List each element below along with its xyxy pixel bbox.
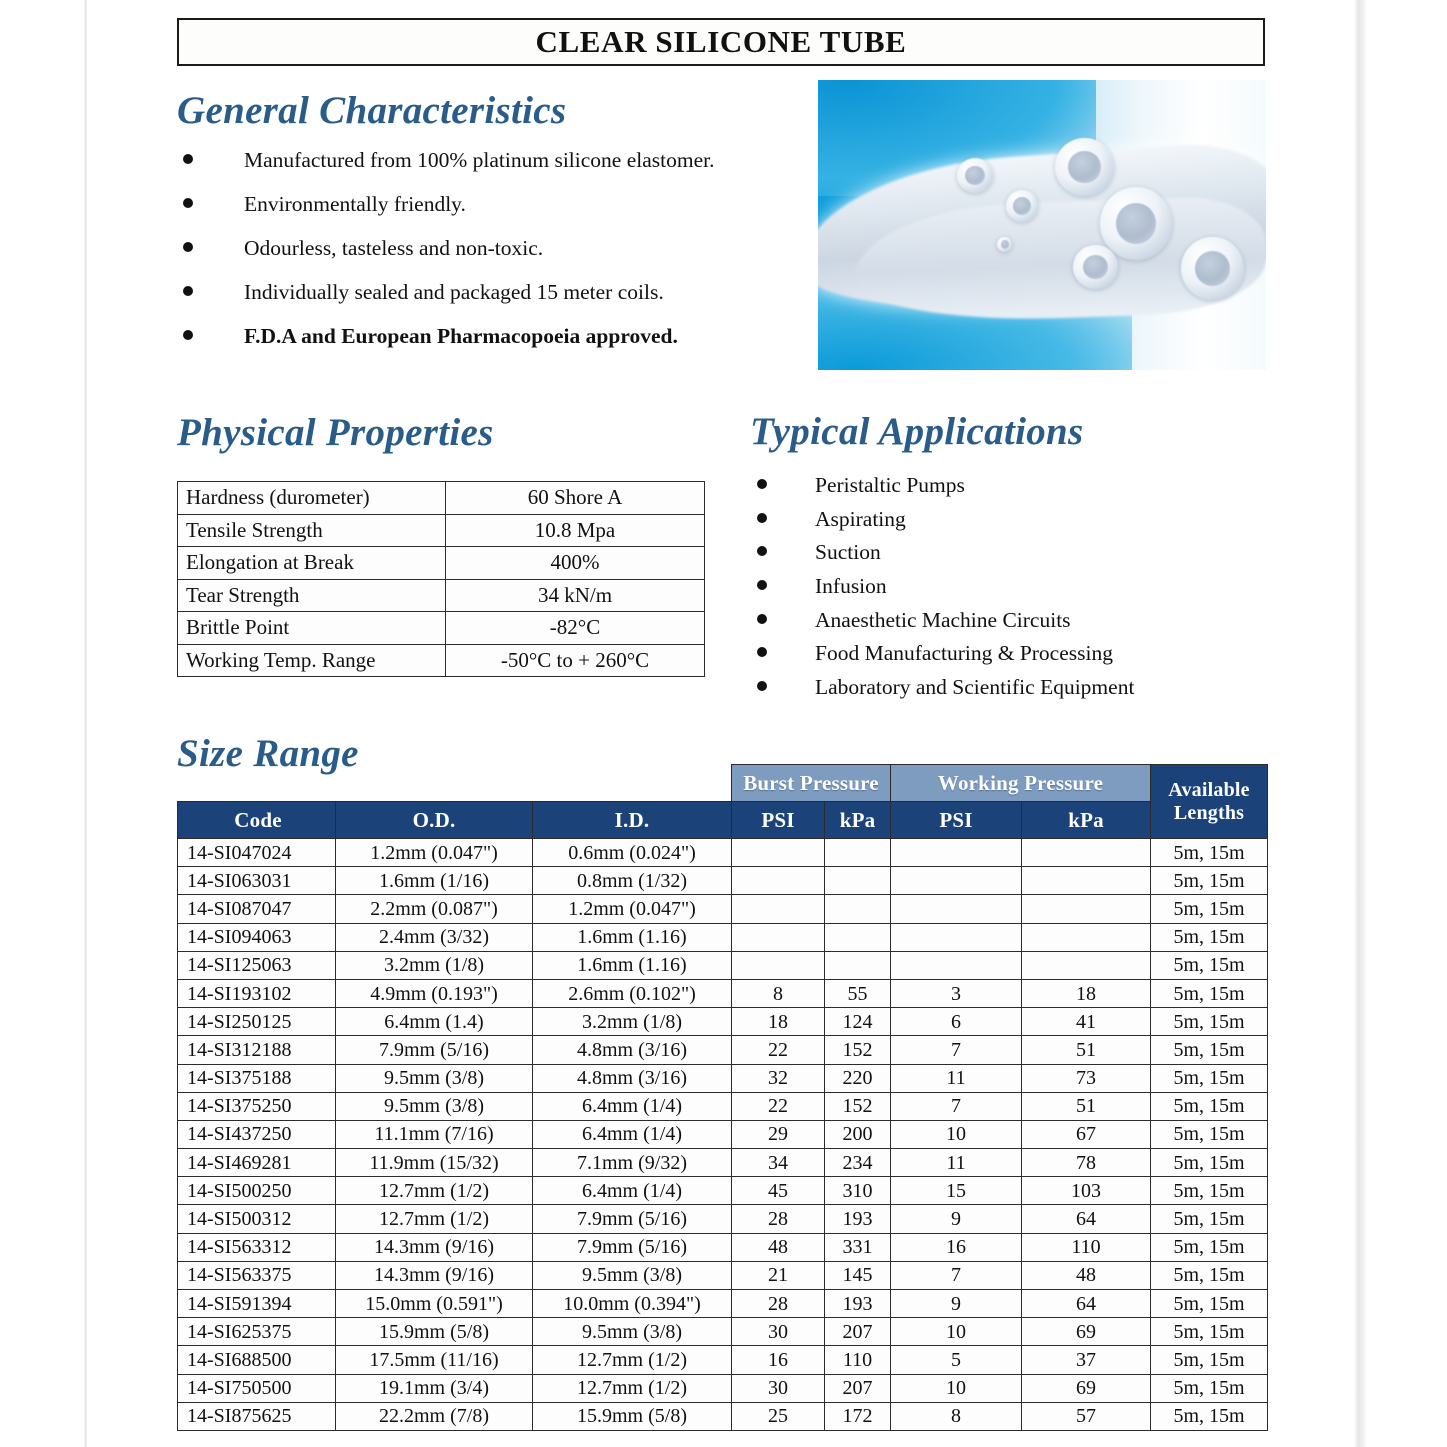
cell-od: 12.7mm (1/2) bbox=[336, 1177, 533, 1205]
cell-code: 14-SI688500 bbox=[178, 1346, 336, 1374]
list-item-label: Aspirating bbox=[815, 506, 906, 531]
cell-burst-kpa bbox=[825, 951, 891, 979]
cell-working-psi: 9 bbox=[891, 1205, 1022, 1233]
cell-working-psi: 8 bbox=[891, 1402, 1022, 1430]
list-item bbox=[183, 236, 823, 280]
cell-code: 14-SI500312 bbox=[178, 1205, 336, 1233]
cell-od: 14.3mm (9/16) bbox=[336, 1233, 533, 1261]
property-value: 400% bbox=[446, 547, 705, 580]
cell-code: 14-SI437250 bbox=[178, 1120, 336, 1148]
cell-od: 15.9mm (5/8) bbox=[336, 1318, 533, 1346]
cell-id: 7.9mm (5/16) bbox=[533, 1233, 732, 1261]
cell-code: 14-SI047024 bbox=[178, 839, 336, 867]
cell-od: 14.3mm (9/16) bbox=[336, 1261, 533, 1289]
tube-cross-section-icon bbox=[1181, 237, 1244, 301]
cell-od: 17.5mm (11/16) bbox=[336, 1346, 533, 1374]
property-name: Tear Strength bbox=[178, 579, 446, 612]
list-item-label: Manufactured from 100% platinum silicone elastomer. bbox=[244, 148, 715, 172]
cell-burst-kpa: 55 bbox=[825, 979, 891, 1007]
table-row bbox=[178, 923, 1268, 951]
cell-burst-kpa: 193 bbox=[825, 1290, 891, 1318]
cell-code: 14-SI591394 bbox=[178, 1290, 336, 1318]
cell-id: 9.5mm (3/8) bbox=[533, 1261, 732, 1289]
cell-code: 14-SI250125 bbox=[178, 1008, 336, 1036]
cell-code: 14-SI375250 bbox=[178, 1092, 336, 1120]
table-row bbox=[178, 1402, 1268, 1430]
cell-available-lengths: 5m, 15m bbox=[1151, 1205, 1268, 1233]
cell-available-lengths: 5m, 15m bbox=[1151, 923, 1268, 951]
cell-working-kpa: 57 bbox=[1022, 1402, 1151, 1430]
cell-working-kpa bbox=[1022, 867, 1151, 895]
table-row bbox=[178, 1064, 1268, 1092]
cell-working-kpa: 103 bbox=[1022, 1177, 1151, 1205]
cell-code: 14-SI193102 bbox=[178, 979, 336, 1007]
cell-available-lengths: 5m, 15m bbox=[1151, 1092, 1268, 1120]
cell-id: 0.8mm (1/32) bbox=[533, 867, 732, 895]
cell-code: 14-SI312188 bbox=[178, 1036, 336, 1064]
table-row bbox=[178, 612, 705, 645]
cell-id: 7.9mm (5/16) bbox=[533, 1205, 732, 1233]
list-item bbox=[183, 148, 823, 192]
cell-working-kpa: 69 bbox=[1022, 1318, 1151, 1346]
general-characteristics-list bbox=[183, 148, 823, 368]
section-heading-physical-properties: Physical Properties bbox=[177, 411, 494, 454]
cell-burst-kpa bbox=[825, 839, 891, 867]
list-item bbox=[757, 540, 1317, 574]
cell-burst-psi: 22 bbox=[732, 1036, 825, 1064]
cell-working-psi: 5 bbox=[891, 1346, 1022, 1374]
property-name: Elongation at Break bbox=[178, 547, 446, 580]
bullet-icon bbox=[183, 154, 193, 164]
cell-working-psi bbox=[891, 923, 1022, 951]
typical-applications-list bbox=[757, 473, 1317, 709]
cell-burst-psi: 8 bbox=[732, 979, 825, 1007]
cell-burst-kpa: 234 bbox=[825, 1149, 891, 1177]
cell-code: 14-SI750500 bbox=[178, 1374, 336, 1402]
bullet-icon bbox=[757, 546, 767, 556]
cell-id: 4.8mm (3/16) bbox=[533, 1064, 732, 1092]
header-code: Code bbox=[178, 802, 336, 839]
cell-burst-psi: 32 bbox=[732, 1064, 825, 1092]
page-title: CLEAR SILICONE TUBE bbox=[535, 24, 907, 59]
property-value: 10.8 Mpa bbox=[446, 514, 705, 547]
list-item-label: Laboratory and Scientific Equipment bbox=[815, 675, 1135, 700]
cell-burst-psi bbox=[732, 839, 825, 867]
list-item-label: Individually sealed and packaged 15 meter coils. bbox=[244, 280, 664, 304]
property-value: -82°C bbox=[446, 612, 705, 645]
cell-working-kpa: 64 bbox=[1022, 1290, 1151, 1318]
list-item-label: Food Manufacturing & Processing bbox=[815, 641, 1113, 666]
cell-od: 11.1mm (7/16) bbox=[336, 1120, 533, 1148]
cell-burst-kpa: 172 bbox=[825, 1402, 891, 1430]
cell-working-kpa: 67 bbox=[1022, 1120, 1151, 1148]
cell-burst-psi: 28 bbox=[732, 1290, 825, 1318]
list-item-label: Odourless, tasteless and non-toxic. bbox=[244, 236, 544, 260]
cell-od: 1.6mm (1/16) bbox=[336, 867, 533, 895]
cell-burst-psi bbox=[732, 951, 825, 979]
list-item-label: Anaesthetic Machine Circuits bbox=[815, 607, 1071, 632]
cell-id: 6.4mm (1/4) bbox=[533, 1092, 732, 1120]
property-name: Hardness (durometer) bbox=[178, 482, 446, 515]
list-item bbox=[183, 324, 823, 368]
cell-working-psi: 10 bbox=[891, 1374, 1022, 1402]
bullet-icon bbox=[183, 286, 193, 296]
bullet-icon bbox=[183, 242, 193, 252]
section-heading-typical-applications: Typical Applications bbox=[750, 410, 1084, 453]
bullet-icon bbox=[757, 647, 767, 657]
table-row bbox=[178, 867, 1268, 895]
cell-working-psi: 15 bbox=[891, 1177, 1022, 1205]
list-item bbox=[757, 507, 1317, 541]
cell-id: 9.5mm (3/8) bbox=[533, 1318, 732, 1346]
cell-burst-kpa: 152 bbox=[825, 1036, 891, 1064]
cell-working-kpa: 110 bbox=[1022, 1233, 1151, 1261]
cell-burst-kpa: 110 bbox=[825, 1346, 891, 1374]
cell-working-psi bbox=[891, 839, 1022, 867]
size-range-table-wrapper bbox=[177, 764, 1267, 1431]
list-item bbox=[757, 574, 1317, 608]
cell-od: 2.4mm (3/32) bbox=[336, 923, 533, 951]
header-spacer bbox=[336, 765, 533, 802]
cell-od: 7.9mm (5/16) bbox=[336, 1036, 533, 1064]
cell-burst-psi: 48 bbox=[732, 1233, 825, 1261]
bullet-icon bbox=[183, 330, 193, 340]
cell-code: 14-SI094063 bbox=[178, 923, 336, 951]
cell-burst-kpa: 207 bbox=[825, 1374, 891, 1402]
table-row bbox=[178, 839, 1268, 867]
cell-working-kpa: 37 bbox=[1022, 1346, 1151, 1374]
cell-working-psi: 3 bbox=[891, 979, 1022, 1007]
cell-working-psi bbox=[891, 895, 1022, 923]
cell-working-kpa: 73 bbox=[1022, 1064, 1151, 1092]
bullet-icon bbox=[183, 198, 193, 208]
page-gutter-right bbox=[1367, 0, 1447, 1447]
cell-working-kpa bbox=[1022, 923, 1151, 951]
cell-burst-kpa: 310 bbox=[825, 1177, 891, 1205]
cell-id: 1.6mm (1.16) bbox=[533, 951, 732, 979]
cell-burst-psi bbox=[732, 895, 825, 923]
cell-working-kpa bbox=[1022, 895, 1151, 923]
cell-burst-psi: 45 bbox=[732, 1177, 825, 1205]
cell-od: 4.9mm (0.193") bbox=[336, 979, 533, 1007]
bullet-icon bbox=[757, 614, 767, 624]
tube-cross-section-icon bbox=[1055, 138, 1113, 196]
cell-code: 14-SI063031 bbox=[178, 867, 336, 895]
cell-code: 14-SI375188 bbox=[178, 1064, 336, 1092]
cell-id: 0.6mm (0.024") bbox=[533, 839, 732, 867]
list-item bbox=[183, 280, 823, 324]
cell-working-psi: 7 bbox=[891, 1092, 1022, 1120]
table-row bbox=[178, 951, 1268, 979]
available-lengths-line1: Available bbox=[1168, 779, 1250, 802]
table-row bbox=[178, 1205, 1268, 1233]
header-working-psi: PSI bbox=[891, 802, 1022, 839]
cell-burst-psi: 21 bbox=[732, 1261, 825, 1289]
header-id: I.D. bbox=[533, 802, 732, 839]
table-row bbox=[178, 979, 1268, 1007]
cell-burst-psi: 30 bbox=[732, 1374, 825, 1402]
cell-od: 9.5mm (3/8) bbox=[336, 1064, 533, 1092]
table-row bbox=[178, 1290, 1268, 1318]
table-row bbox=[178, 514, 705, 547]
cell-available-lengths: 5m, 15m bbox=[1151, 1008, 1268, 1036]
cell-burst-kpa: 152 bbox=[825, 1092, 891, 1120]
cell-id: 6.4mm (1/4) bbox=[533, 1120, 732, 1148]
header-available-lengths bbox=[1151, 765, 1268, 839]
list-item bbox=[757, 608, 1317, 642]
cell-burst-kpa bbox=[825, 867, 891, 895]
cell-working-psi bbox=[891, 867, 1022, 895]
header-burst-kpa: kPa bbox=[825, 802, 891, 839]
table-row bbox=[178, 1008, 1268, 1036]
header-burst-pressure: Burst Pressure bbox=[732, 765, 891, 802]
list-item-label: Peristaltic Pumps bbox=[815, 473, 965, 497]
cell-available-lengths: 5m, 15m bbox=[1151, 951, 1268, 979]
cell-working-psi: 10 bbox=[891, 1120, 1022, 1148]
page-edge-right bbox=[1355, 0, 1367, 1447]
table-row bbox=[178, 895, 1268, 923]
header-working-kpa: kPa bbox=[1022, 802, 1151, 839]
table-row bbox=[178, 482, 705, 515]
table-row bbox=[178, 1233, 1268, 1261]
property-value: 34 kN/m bbox=[446, 579, 705, 612]
cell-working-kpa: 51 bbox=[1022, 1092, 1151, 1120]
table-row bbox=[178, 1177, 1268, 1205]
property-name: Working Temp. Range bbox=[178, 644, 446, 677]
cell-od: 19.1mm (3/4) bbox=[336, 1374, 533, 1402]
header-spacer bbox=[533, 765, 732, 802]
cell-available-lengths: 5m, 15m bbox=[1151, 979, 1268, 1007]
cell-burst-kpa: 124 bbox=[825, 1008, 891, 1036]
list-item-label: Infusion bbox=[815, 574, 887, 599]
cell-available-lengths: 5m, 15m bbox=[1151, 867, 1268, 895]
cell-code: 14-SI469281 bbox=[178, 1149, 336, 1177]
cell-burst-kpa: 200 bbox=[825, 1120, 891, 1148]
list-item bbox=[757, 473, 1317, 507]
cell-burst-psi: 16 bbox=[732, 1346, 825, 1374]
page-edge-left bbox=[84, 0, 87, 1447]
cell-available-lengths: 5m, 15m bbox=[1151, 1261, 1268, 1289]
cell-burst-kpa bbox=[825, 895, 891, 923]
tube-cross-section-icon bbox=[1006, 190, 1037, 222]
tube-cross-section-icon bbox=[1073, 245, 1118, 289]
size-range-table-body bbox=[178, 839, 1268, 1431]
cell-working-kpa: 51 bbox=[1022, 1036, 1151, 1064]
table-row bbox=[178, 644, 705, 677]
property-name: Tensile Strength bbox=[178, 514, 446, 547]
cell-id: 2.6mm (0.102") bbox=[533, 979, 732, 1007]
cell-working-kpa: 78 bbox=[1022, 1149, 1151, 1177]
cell-od: 9.5mm (3/8) bbox=[336, 1092, 533, 1120]
available-lengths-line2: Lengths bbox=[1173, 801, 1245, 824]
cell-working-kpa bbox=[1022, 951, 1151, 979]
cell-available-lengths: 5m, 15m bbox=[1151, 1064, 1268, 1092]
cell-code: 14-SI087047 bbox=[178, 895, 336, 923]
document-title-box bbox=[177, 18, 1265, 66]
size-range-table bbox=[177, 764, 1268, 1431]
property-value: -50°C to + 260°C bbox=[446, 644, 705, 677]
cell-id: 15.9mm (5/8) bbox=[533, 1402, 732, 1430]
cell-available-lengths: 5m, 15m bbox=[1151, 1177, 1268, 1205]
table-row bbox=[178, 1120, 1268, 1148]
list-item bbox=[757, 675, 1317, 709]
table-row bbox=[178, 1318, 1268, 1346]
cell-id: 12.7mm (1/2) bbox=[533, 1346, 732, 1374]
table-row bbox=[178, 1346, 1268, 1374]
table-row bbox=[178, 1261, 1268, 1289]
page-gutter-left bbox=[0, 0, 84, 1447]
list-item-label: Suction bbox=[815, 540, 881, 565]
cell-available-lengths: 5m, 15m bbox=[1151, 1149, 1268, 1177]
tube-cross-section-icon bbox=[957, 158, 993, 193]
cell-available-lengths: 5m, 15m bbox=[1151, 1290, 1268, 1318]
property-name: Brittle Point bbox=[178, 612, 446, 645]
cell-id: 6.4mm (1/4) bbox=[533, 1177, 732, 1205]
table-row bbox=[178, 1036, 1268, 1064]
cell-burst-kpa: 220 bbox=[825, 1064, 891, 1092]
cell-id: 4.8mm (3/16) bbox=[533, 1036, 732, 1064]
cell-working-kpa: 41 bbox=[1022, 1008, 1151, 1036]
cell-od: 15.0mm (0.591") bbox=[336, 1290, 533, 1318]
cell-burst-psi: 29 bbox=[732, 1120, 825, 1148]
cell-code: 14-SI125063 bbox=[178, 951, 336, 979]
size-range-column-header-row bbox=[178, 802, 1268, 839]
cell-od: 3.2mm (1/8) bbox=[336, 951, 533, 979]
cell-available-lengths: 5m, 15m bbox=[1151, 1120, 1268, 1148]
cell-working-psi: 7 bbox=[891, 1261, 1022, 1289]
tube-cross-section-icon bbox=[1100, 187, 1172, 260]
cell-code: 14-SI875625 bbox=[178, 1402, 336, 1430]
physical-properties-table bbox=[177, 481, 705, 677]
section-heading-general-characteristics: General Characteristics bbox=[177, 89, 567, 132]
table-row bbox=[178, 579, 705, 612]
cell-od: 11.9mm (15/32) bbox=[336, 1149, 533, 1177]
cell-available-lengths: 5m, 15m bbox=[1151, 1036, 1268, 1064]
cell-id: 7.1mm (9/32) bbox=[533, 1149, 732, 1177]
cell-burst-psi bbox=[732, 867, 825, 895]
cell-working-psi: 11 bbox=[891, 1064, 1022, 1092]
cell-code: 14-SI563375 bbox=[178, 1261, 336, 1289]
product-photo bbox=[818, 80, 1266, 370]
cell-id: 3.2mm (1/8) bbox=[533, 1008, 732, 1036]
cell-working-psi: 6 bbox=[891, 1008, 1022, 1036]
cell-burst-psi bbox=[732, 923, 825, 951]
size-range-table-head bbox=[178, 765, 1268, 839]
header-burst-psi: PSI bbox=[732, 802, 825, 839]
cell-od: 12.7mm (1/2) bbox=[336, 1205, 533, 1233]
cell-id: 1.2mm (0.047") bbox=[533, 895, 732, 923]
cell-burst-psi: 28 bbox=[732, 1205, 825, 1233]
cell-working-kpa: 18 bbox=[1022, 979, 1151, 1007]
cell-available-lengths: 5m, 15m bbox=[1151, 1346, 1268, 1374]
property-value: 60 Shore A bbox=[446, 482, 705, 515]
cell-available-lengths: 5m, 15m bbox=[1151, 1402, 1268, 1430]
cell-working-kpa: 69 bbox=[1022, 1374, 1151, 1402]
bullet-icon bbox=[757, 479, 767, 489]
header-spacer bbox=[178, 765, 336, 802]
cell-burst-kpa bbox=[825, 923, 891, 951]
bullet-icon bbox=[757, 513, 767, 523]
cell-id: 10.0mm (0.394") bbox=[533, 1290, 732, 1318]
cell-burst-psi: 34 bbox=[732, 1149, 825, 1177]
cell-code: 14-SI563312 bbox=[178, 1233, 336, 1261]
cell-od: 1.2mm (0.047") bbox=[336, 839, 533, 867]
cell-od: 6.4mm (1.4) bbox=[336, 1008, 533, 1036]
cell-id: 1.6mm (1.16) bbox=[533, 923, 732, 951]
cell-burst-kpa: 193 bbox=[825, 1205, 891, 1233]
cell-available-lengths: 5m, 15m bbox=[1151, 1318, 1268, 1346]
cell-burst-psi: 25 bbox=[732, 1402, 825, 1430]
section-heading-size-range: Size Range bbox=[177, 732, 359, 775]
header-od: O.D. bbox=[336, 802, 533, 839]
cell-od: 2.2mm (0.087") bbox=[336, 895, 533, 923]
cell-available-lengths: 5m, 15m bbox=[1151, 1374, 1268, 1402]
cell-working-kpa bbox=[1022, 839, 1151, 867]
cell-working-psi: 9 bbox=[891, 1290, 1022, 1318]
cell-id: 12.7mm (1/2) bbox=[533, 1374, 732, 1402]
cell-working-kpa: 48 bbox=[1022, 1261, 1151, 1289]
cell-working-psi: 7 bbox=[891, 1036, 1022, 1064]
cell-burst-kpa: 145 bbox=[825, 1261, 891, 1289]
cell-burst-psi: 22 bbox=[732, 1092, 825, 1120]
cell-burst-kpa: 207 bbox=[825, 1318, 891, 1346]
cell-working-psi: 11 bbox=[891, 1149, 1022, 1177]
cell-working-kpa: 64 bbox=[1022, 1205, 1151, 1233]
cell-od: 22.2mm (7/8) bbox=[336, 1402, 533, 1430]
header-working-pressure: Working Pressure bbox=[891, 765, 1151, 802]
cell-available-lengths: 5m, 15m bbox=[1151, 839, 1268, 867]
table-row bbox=[178, 547, 705, 580]
size-range-group-header-row bbox=[178, 765, 1268, 802]
cell-working-psi: 10 bbox=[891, 1318, 1022, 1346]
cell-burst-psi: 30 bbox=[732, 1318, 825, 1346]
cell-available-lengths: 5m, 15m bbox=[1151, 1233, 1268, 1261]
list-item-label: F.D.A and European Pharmacopoeia approved. bbox=[244, 324, 678, 348]
table-row bbox=[178, 1374, 1268, 1402]
table-row bbox=[178, 1149, 1268, 1177]
bullet-icon bbox=[757, 580, 767, 590]
cell-code: 14-SI500250 bbox=[178, 1177, 336, 1205]
cell-working-psi bbox=[891, 951, 1022, 979]
list-item bbox=[183, 192, 823, 236]
cell-code: 14-SI625375 bbox=[178, 1318, 336, 1346]
list-item-label: Environmentally friendly. bbox=[244, 192, 466, 216]
cell-burst-kpa: 331 bbox=[825, 1233, 891, 1261]
table-row bbox=[178, 1092, 1268, 1120]
cell-working-psi: 16 bbox=[891, 1233, 1022, 1261]
bullet-icon bbox=[757, 681, 767, 691]
cell-burst-psi: 18 bbox=[732, 1008, 825, 1036]
list-item bbox=[757, 641, 1317, 675]
cell-available-lengths: 5m, 15m bbox=[1151, 895, 1268, 923]
